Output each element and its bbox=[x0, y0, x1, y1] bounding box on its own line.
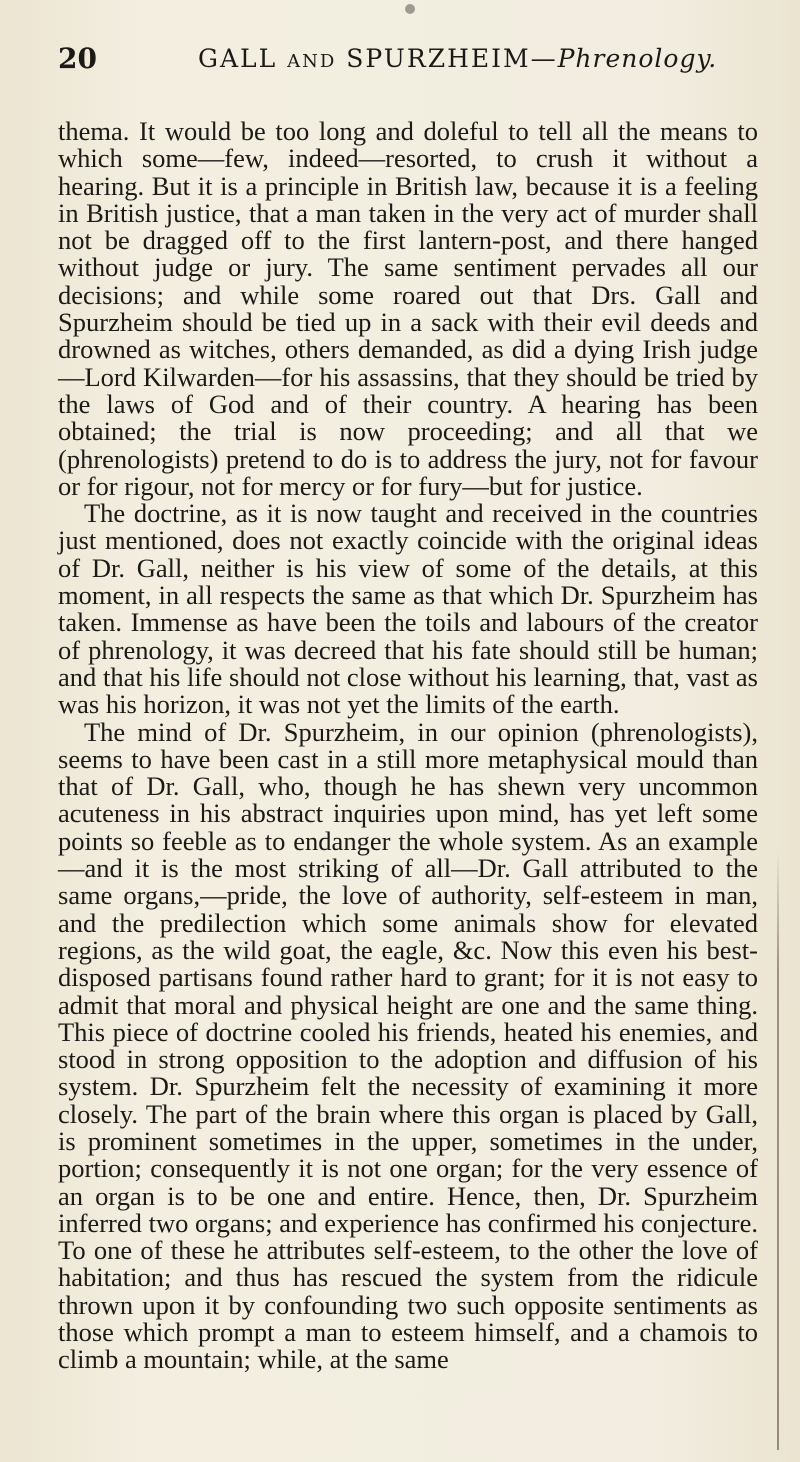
running-head-subject: Phrenology. bbox=[557, 44, 718, 73]
body-text bbox=[58, 118, 758, 1374]
page-header bbox=[58, 42, 758, 82]
paragraph-3: The mind of Dr. Spurzheim, in our opinion (phrenologists), seems to have been cast in a still more metaphysical mould than that of Dr. Gall, who, though he has shewn very uncommon acuteness in his abstract inquiries upon mind, has yet left some points so feeble as to endanger the whole system. As an example—and it is the most striking of all—Dr. Gall attributed to the same organs,—pride, the love of authority, self-esteem in man, and the predilection which some animals show for elevated regions, as the wild goat, the eagle, &c. Now this even his best-disposed partisans found rather hard to grant; for it is not easy to admit that moral and physical height are one and the same thing. This piece of doctrine cooled his friends, heated his enemies, and stood in strong opposition to the adoption and diffusion of his system. Dr. Spurzheim felt the necessity of examining it more closely. The part of the brain where this organ is placed by Gall, is prominent sometimes in the upper, sometimes in the under, portion; consequently it is not one organ; for the very essence of an organ is to be one and entire. Hence, then, Dr. Spurzheim inferred two organs; and experience has confirmed his conjecture. To one of these he attributes self-esteem, to the other the love of habitation; and thus has rescued the system from the ridicule thrown upon it by confounding two such opposite sentiments as those which prompt a man to esteem himself, and a chamois to climb a mountain; while, at the same bbox=[58, 716, 758, 1375]
running-head bbox=[198, 44, 717, 73]
page-edge-shadow bbox=[777, 850, 779, 1450]
page-number: 20 bbox=[58, 42, 97, 75]
running-head-authors: GALL and SPURZHEIM— bbox=[198, 44, 558, 73]
paragraph-2: The doctrine, as it is now taught and received in the countries just mentioned, does not exactly coincide with the original ideas of Dr. Gall, neither is his view of some of the details, at this moment, in all respects the same as that which Dr. Spurzheim has taken. Immense as have been the toils and labours of the creator of phrenology, it was decreed that his fate should still be human; and that his life should not close without his learning, that, vast as was his horizon, it was not yet the limits of the earth. bbox=[58, 498, 758, 720]
paragraph-1: thema. It would be too long and doleful to tell all the means to which some—few, indeed—resorted, to crush it without a hearing. But it is a principle in British law, because it is a feeling in British justice, that a man taken in the very act of murder shall not be dragged off to the first lantern-post, and there hanged without judge or jury. The same sentiment pervades all our decisions; and while some roared out that Drs. Gall and Spurzheim should be tied up in a sack with their evil deeds and drowned as witches, others demanded, as did a dying Irish judge —Lord Kilwarden—for his assassins, that they should be tried by the laws of God and of their country. A hearing has been obtained; the trial is now proceeding; and all that we (phrenologists) pretend to do is to address the jury, not for favour or for rigour, not for mercy or for fury—but for justice. bbox=[58, 116, 758, 501]
ink-spot bbox=[405, 4, 415, 14]
